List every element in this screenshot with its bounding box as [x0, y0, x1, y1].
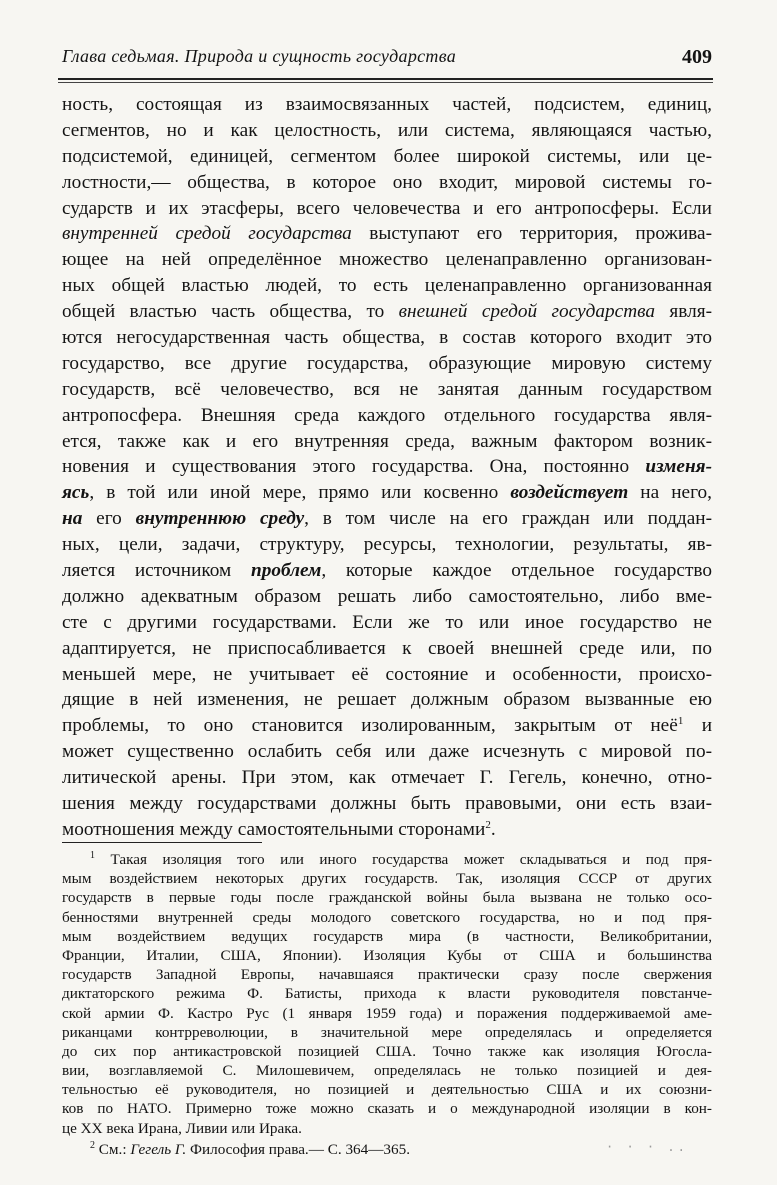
- emphasis-segment: на: [62, 508, 83, 530]
- footnote-line: [62, 984, 712, 1003]
- text-line: [62, 325, 712, 351]
- footnote-text: Такая изоляция того или иного государства может складываться и под пря-: [110, 851, 712, 868]
- footnote-line: [62, 1004, 712, 1023]
- footnote-2-prefix: См.:: [95, 1141, 131, 1158]
- footnote-1: [62, 850, 712, 1138]
- footnote-text: государств Западной Европы, начавшаяся практически сразу после свержения: [62, 966, 712, 984]
- header-rule: [58, 78, 713, 83]
- footnote-2-mark: 2: [90, 1140, 95, 1151]
- footnote-line: [62, 869, 712, 888]
- text-segment: , которые каждое отдельное государство: [321, 560, 712, 582]
- emphasis-segment: внутренней средой государства: [62, 223, 352, 245]
- main-text: [62, 92, 712, 843]
- text-segment: выступают его территория, прожива-: [351, 223, 712, 245]
- text-segment: антропосфера. Внешняя среда каждого отдельного государства явля-: [62, 404, 712, 426]
- text-segment: ных общей властью людей, то есть целенаправленно организованная: [62, 275, 712, 297]
- text-line: [62, 247, 712, 273]
- text-line: [62, 118, 712, 144]
- footnote-line: [62, 1080, 712, 1099]
- footnote-text: риканцами контрреволюции, в значительной мере определялась и определяется: [62, 1023, 712, 1041]
- text-line: [62, 662, 712, 688]
- footnote-2-text: Философия права.— С. 364—365.: [186, 1141, 410, 1158]
- text-segment: меньшей мере, не учитывает её состояние и особенности, происхо-: [62, 663, 712, 685]
- footnote-text: вии, возглавляемой С. Милошевичем, определялась не только позицией и дея-: [62, 1062, 712, 1080]
- text-segment: адаптируется, не приспосабливается к своей внешней среде или, по: [62, 637, 712, 659]
- emphasis-segment: ясь: [62, 482, 90, 504]
- footnote-2-author: Гегель Г.: [130, 1141, 187, 1158]
- footnote-line: [62, 1061, 712, 1080]
- text-segment: ющее на ней определённое множество целенаправленно организован-: [62, 249, 712, 271]
- text-segment: моотношения между самостоятельными сторонами: [62, 818, 486, 840]
- footnote-line: [62, 850, 712, 869]
- running-head: [62, 44, 712, 76]
- text-segment: , в той или иной мере, прямо или косвенно: [89, 482, 511, 504]
- emphasis-segment: проблем: [251, 560, 322, 582]
- footnote-line: [62, 927, 712, 946]
- text-line: [62, 221, 712, 247]
- text-segment: государств, всё человечество, вся не занятая данным государством: [62, 378, 712, 400]
- text-segment: , в том числе на его граждан или поддан-: [304, 508, 712, 530]
- footnote-line: [62, 946, 712, 965]
- text-segment: .: [490, 818, 496, 840]
- text-line: [62, 817, 712, 843]
- text-segment: государство, все другие государства, образующие мировую систему: [62, 352, 712, 374]
- text-segment: шения между государствами должны быть правовыми, они есть взаи-: [62, 793, 712, 815]
- text-segment: может существенно ослабить себя или даже исчезнуть с мировой по-: [62, 741, 712, 763]
- footnote-line: [62, 1042, 712, 1061]
- text-segment: сударств и их этасферы, всего человечества и его антропосферы. Если: [62, 197, 712, 219]
- footnote-ref: 2: [485, 818, 491, 831]
- text-line: [62, 480, 712, 506]
- footnote-text: до сих пор антикастровской позицией США. Точно также как изоляция Югосла-: [62, 1042, 712, 1060]
- footnote-line: [62, 888, 712, 907]
- running-title: Глава седьмая. Природа и сущность государства: [62, 46, 457, 66]
- text-line: [62, 273, 712, 299]
- text-segment: литической арены. При этом, как отмечает Г. Гегель, конечно, отно-: [62, 767, 712, 789]
- footnote-text: це XX века Ирана, Ливии или Ирака.: [62, 1119, 302, 1137]
- text-segment: ляется источником: [62, 560, 251, 582]
- text-line: [62, 170, 712, 196]
- text-line: [62, 429, 712, 455]
- text-line: [62, 144, 712, 170]
- footnote-line: [62, 1099, 712, 1118]
- text-line: [62, 791, 712, 817]
- text-line: [62, 739, 712, 765]
- text-segment: сте с другими государствами. Если же то или иное государство не: [62, 611, 712, 633]
- text-line: [62, 377, 712, 403]
- text-line: [62, 687, 712, 713]
- text-line: [62, 584, 712, 610]
- text-segment: дящие в ней изменения, не решает должным образом вызванные ею: [62, 689, 712, 711]
- text-segment: подсистемой, единицей, сегментом более широкой системы, или це-: [62, 145, 712, 167]
- footnote-ref: 1: [677, 715, 684, 728]
- text-line: [62, 351, 712, 377]
- text-line: [62, 506, 712, 532]
- footnote-rule: [62, 842, 262, 843]
- text-segment: ется, также как и его внутренняя среда, важным фактором возник-: [62, 430, 712, 452]
- footnote-line: [62, 1023, 712, 1042]
- emphasis-segment: изменя-: [645, 456, 712, 478]
- text-line: [62, 610, 712, 636]
- text-line: [62, 765, 712, 791]
- text-segment: общей властью часть общества, то: [62, 301, 399, 323]
- text-segment: должно адекватным образом решать либо самостоятельно, либо вме-: [62, 585, 712, 607]
- footnote-text: тельностью её руководителя, но позицией и деятельностью США и их союзни-: [62, 1081, 712, 1099]
- footnote-text: мым воздействием ведущих государств мира (в частности, Великобритании,: [62, 927, 712, 945]
- footnote-text: Франции, Италии, США, Японии). Изоляция Кубы от США и большинства: [62, 946, 712, 964]
- text-line: [62, 403, 712, 429]
- text-line: [62, 636, 712, 662]
- text-segment: на него,: [628, 482, 712, 504]
- footnote-text: государств в первые годы после гражданской войны была вызвана не только осо-: [62, 889, 712, 907]
- footnote-text: ков по НАТО. Примерно тоже можно сказать и о международной изоляции в кон-: [62, 1100, 712, 1118]
- emphasis-segment: воздействует: [510, 482, 629, 504]
- emphasis-segment: внутреннюю среду: [135, 508, 305, 530]
- scan-smudge: · · · ..: [606, 1140, 688, 1154]
- text-line: [62, 558, 712, 584]
- text-segment: ность, состоящая из взаимосвязанных частей, подсистем, единиц,: [62, 94, 712, 115]
- text-line: [62, 92, 712, 118]
- text-line: [62, 454, 712, 480]
- text-segment: его: [82, 508, 136, 530]
- text-line: [62, 299, 712, 325]
- footnote-text: мым воздействием некоторых других государств. Так, изоляция СССР от других: [62, 870, 712, 888]
- text-line: [62, 713, 712, 739]
- footnote-1-mark: 1: [90, 850, 95, 861]
- footnote-line: [62, 1119, 712, 1138]
- text-segment: ются негосударственная часть общества, в состав которого входит это: [62, 327, 712, 349]
- text-segment: проблемы, то оно становится изолированным, закрытым от неё: [62, 715, 678, 737]
- text-segment: лостности,— общества, в которое оно входит, мировой системы го-: [62, 171, 712, 193]
- footnote-text: диктаторского режима Ф. Батисты, прихода к власти руководителя повстанче-: [62, 985, 712, 1003]
- text-segment: ных, цели, задачи, структуру, ресурсы, технологии, результаты, яв-: [62, 534, 712, 556]
- text-segment: явля-: [655, 301, 713, 323]
- footnote-line: [62, 908, 712, 927]
- footnote-line: [62, 965, 712, 984]
- text-line: [62, 532, 712, 558]
- page-number: 409: [682, 46, 712, 68]
- text-segment: и: [683, 715, 713, 737]
- text-segment: новения и существования этого государства. Она, постоянно: [62, 456, 646, 478]
- text-line: [62, 196, 712, 222]
- footnote-text: ской армии Ф. Кастро Рус (1 января 1959 года) и поражения поддерживаемой аме-: [62, 1004, 712, 1022]
- emphasis-segment: внешней средой государства: [398, 301, 655, 323]
- text-segment: сегментов, но и как целостность, или система, являющаяся частью,: [62, 119, 712, 141]
- footnote-text: бенностями внутренней среды молодого советского государства, но и под пря-: [62, 908, 712, 926]
